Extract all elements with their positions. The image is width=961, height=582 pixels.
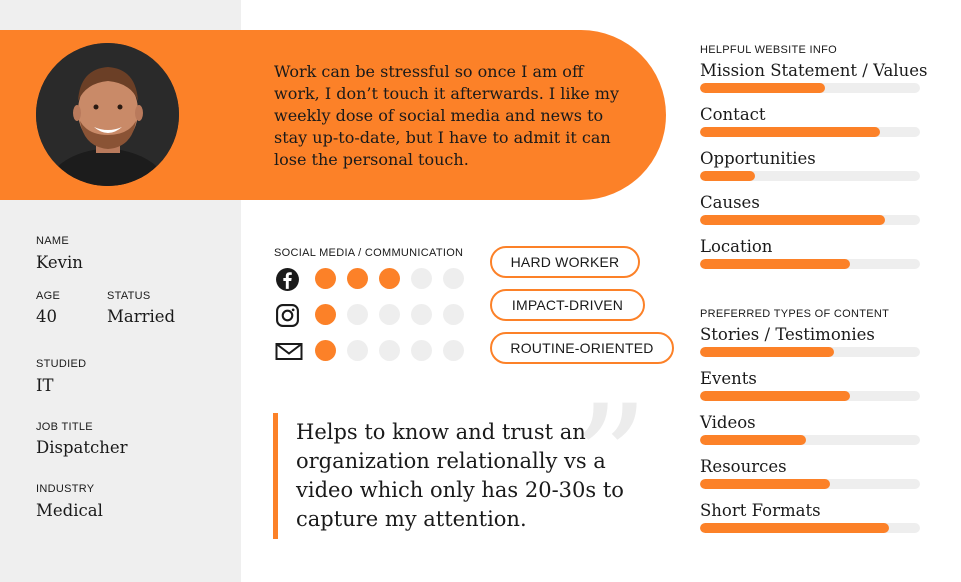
website-info-bar-fill: [700, 171, 755, 181]
rating-dot: [347, 268, 368, 289]
content-type-bar-track: [700, 435, 920, 445]
avatar-photo: [36, 43, 179, 186]
content-type-bar-track: [700, 391, 920, 401]
content-types-title: PREFERRED TYPES OF CONTENT: [700, 308, 890, 320]
age-value: 40: [36, 307, 57, 326]
intro-text: Work can be stressful so once I am off work, I don’t touch it afterwards. I like my weekly dose of social media and news to stay up-to-date, but I have to admit it can lose the personal touch.: [274, 62, 619, 169]
rating-dot: [379, 304, 400, 325]
status-label: STATUS: [107, 290, 151, 302]
quote-accent-bar: [273, 413, 278, 539]
social-title: SOCIAL MEDIA / COMMUNICATION: [274, 247, 464, 259]
content-type-bar-label: Events: [700, 369, 757, 388]
content-type-bar-fill: [700, 479, 830, 489]
website-info-bar-fill: [700, 215, 885, 225]
instagram-icon: [275, 303, 300, 328]
industry-value: Medical: [36, 501, 103, 520]
website-info-bar-fill: [700, 127, 880, 137]
trait-tag-impact-driven: IMPACT-DRIVEN: [490, 289, 645, 321]
content-type-bar-track: [700, 523, 920, 533]
rating-dot: [315, 268, 336, 289]
content-type-bar-label: Videos: [700, 413, 756, 432]
content-type-bar-label: Short Formats: [700, 501, 821, 520]
rating-dot: [443, 340, 464, 361]
content-type-bar-label: Resources: [700, 457, 787, 476]
job-title-value: Dispatcher: [36, 438, 128, 457]
email-icon: [275, 339, 303, 364]
name-value: Kevin: [36, 253, 83, 272]
content-type-bar-fill: [700, 523, 889, 533]
quote-text: Helps to know and trust an organization relationally vs a video which only has 20-30s to capture my attention.: [296, 420, 624, 531]
website-info-bar-track: [700, 83, 920, 93]
rating-dot: [315, 304, 336, 325]
content-type-bar-track: [700, 347, 920, 357]
rating-dot: [347, 340, 368, 361]
content-type-bar-fill: [700, 347, 834, 357]
trait-tag-routine-oriented: ROUTINE-ORIENTED: [490, 332, 674, 364]
content-type-bar-label: Stories / Testimonies: [700, 325, 875, 344]
website-info-bar-track: [700, 259, 920, 269]
website-info-bar-label: Contact: [700, 105, 766, 124]
studied-label: STUDIED: [36, 358, 87, 370]
website-info-bar-track: [700, 127, 920, 137]
industry-label: INDUSTRY: [36, 483, 95, 495]
quote-mark-icon: ”: [572, 374, 649, 548]
facebook-icon: [275, 267, 300, 292]
rating-dot: [379, 268, 400, 289]
rating-dot: [443, 268, 464, 289]
rating-dot: [443, 304, 464, 325]
rating-dot: [411, 304, 432, 325]
trait-tag-hard-worker: HARD WORKER: [490, 246, 640, 278]
name-label: NAME: [36, 235, 69, 247]
website-info-bar-label: Location: [700, 237, 773, 256]
content-type-bar-fill: [700, 435, 806, 445]
website-info-bar-label: Opportunities: [700, 149, 816, 168]
avatar: [36, 43, 179, 186]
rating-dot: [347, 304, 368, 325]
rating-dot: [315, 340, 336, 361]
rating-dot: [379, 340, 400, 361]
website-info-bar-track: [700, 215, 920, 225]
job-title-label: JOB TITLE: [36, 421, 93, 433]
website-info-bar-fill: [700, 83, 825, 93]
website-info-bar-label: Mission Statement / Values: [700, 61, 928, 80]
website-info-title: HELPFUL WEBSITE INFO: [700, 44, 838, 56]
website-info-bar-label: Causes: [700, 193, 760, 212]
content-type-bar-track: [700, 479, 920, 489]
rating-dot: [411, 268, 432, 289]
website-info-bar-fill: [700, 259, 850, 269]
rating-dot: [411, 340, 432, 361]
content-type-bar-fill: [700, 391, 850, 401]
age-label: AGE: [36, 290, 61, 302]
website-info-bar-track: [700, 171, 920, 181]
status-value: Married: [107, 307, 176, 326]
studied-value: IT: [36, 376, 54, 395]
